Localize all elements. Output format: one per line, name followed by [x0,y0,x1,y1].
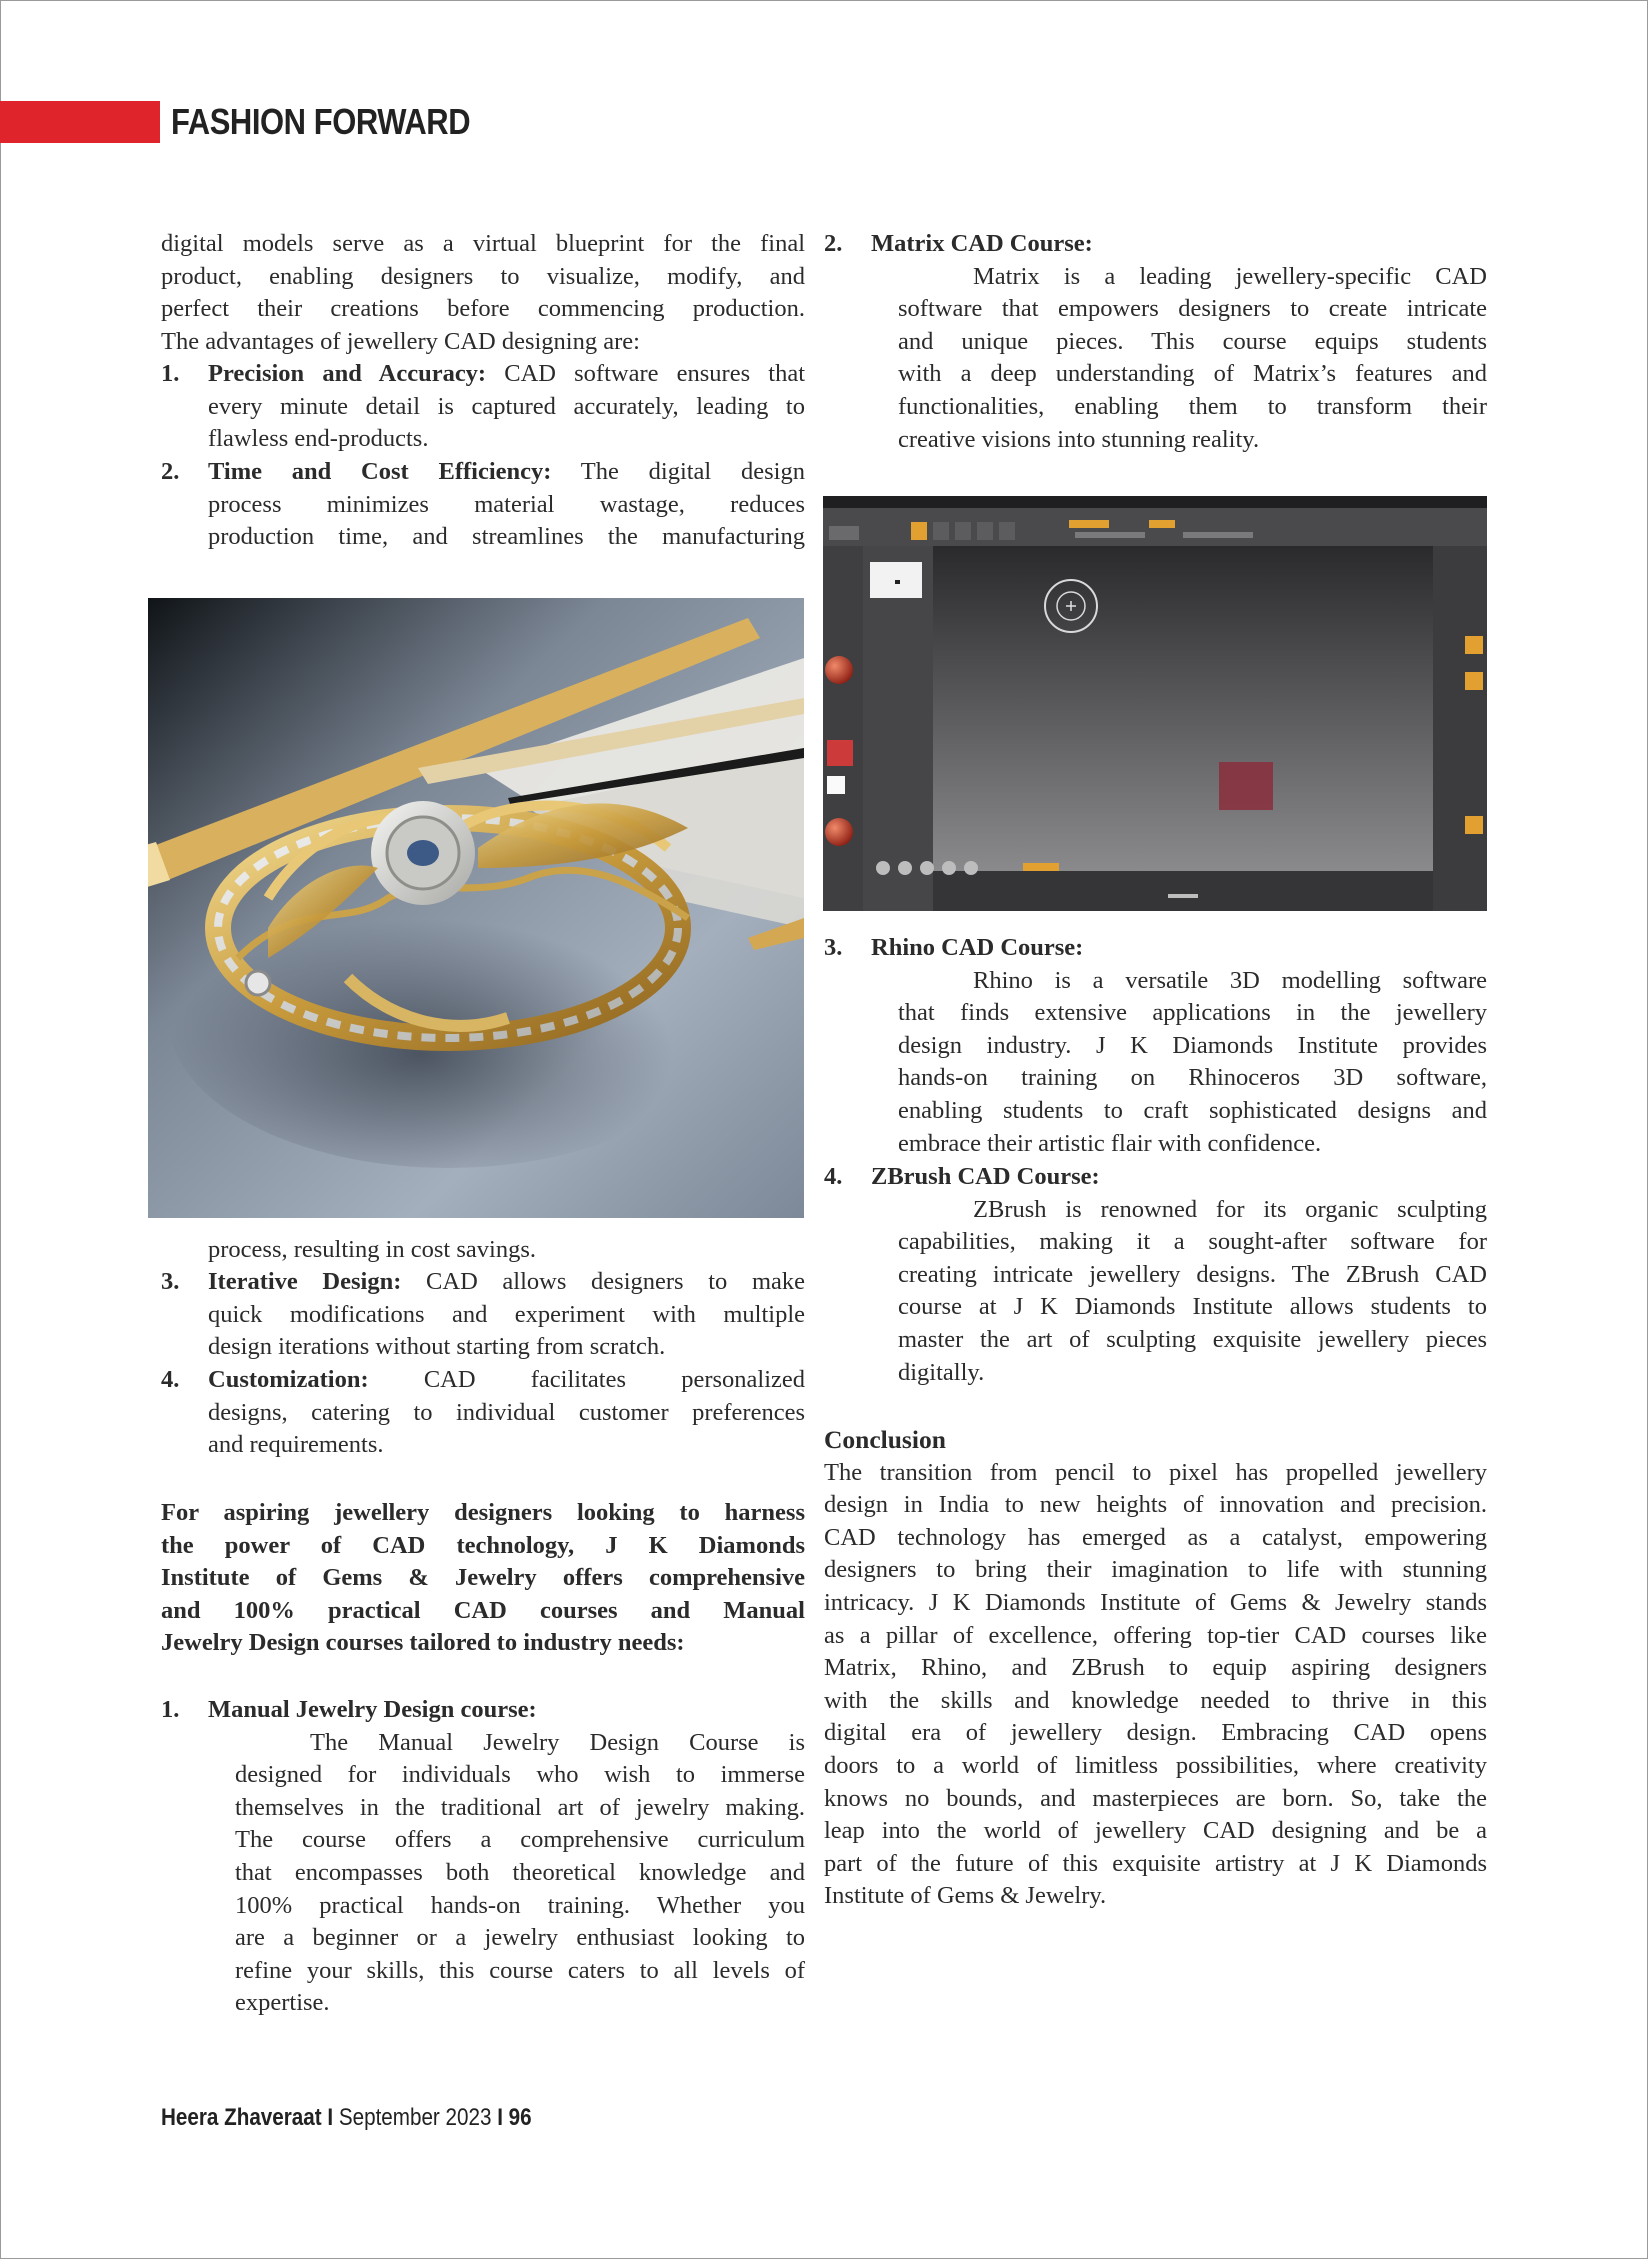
text-line: and requirements. [208,1431,384,1459]
text-line: functionalities, enabling them to transform their [898,392,1487,420]
course-title: Manual Jewelry Design course: [208,1696,537,1723]
advantage-item-3 [161,1266,805,1364]
text-line: CAD software ensures that [504,360,806,387]
text-line: For aspiring jewellery designers looking to harness [161,1499,805,1526]
zbrush-course-item [824,1161,1487,1389]
text-line: Rhino is a versatile 3D modelling software [973,966,1487,994]
text-line: and 100% practical CAD courses and Manual [161,1596,805,1624]
text-line: Jewelry Design courses tailored to industry needs: [161,1629,685,1657]
text-line: design iterations without starting from scratch. [208,1333,666,1361]
text-line: part of the future of this exquisite artistry at J K Diamonds [824,1849,1487,1877]
text-line: with a deep understanding of Matrix’s features and [898,360,1487,388]
list-number: 2. [824,230,843,257]
text-line: 100% practical hands-on training. Whether you [235,1891,805,1919]
text-line: The advantages of jewellery CAD designing are: [161,327,640,355]
text-line: The Manual Jewelry Design Course is [310,1728,805,1756]
course-title: Matrix CAD Course: [871,230,1093,257]
conclusion-heading: Conclusion [824,1425,946,1454]
text-line: CAD facilitates personalized [423,1366,806,1393]
text-line: intricacy. J K Diamonds Institute of Gems & Jewelry stands [824,1588,1487,1616]
list-number: 3. [824,934,843,961]
text-line: and unique pieces. This course equips students [898,327,1487,355]
text-line: that finds extensive applications in the jewellery [898,999,1487,1027]
text-line: digital era of jewellery design. Embracing CAD opens [824,1719,1487,1747]
text-line: Institute of Gems & Jewelry. [824,1882,1107,1910]
advantage-title: Iterative Design: [208,1268,402,1295]
jewellery-bracelet-photo [148,598,804,1218]
text-line: Matrix, Rhino, and ZBrush to equip aspiring designers [824,1654,1487,1682]
text-line: designs, catering to individual customer preferences [208,1398,805,1426]
course-title: ZBrush CAD Course: [871,1163,1100,1190]
text-line: ZBrush is renowned for its organic sculpting [973,1195,1487,1223]
manual-course-item [161,1694,805,2020]
text-line: design industry. J K Diamonds Institute provides [898,1031,1487,1059]
text-line: embrace their artistic flair with confidence. [898,1129,1322,1157]
list-number: 1. [161,1696,180,1723]
issue-date: September 2023 [338,2104,492,2131]
text-line: flawless end-products. [208,425,429,453]
advantage-item-1 [161,358,805,456]
zbrush-software-screenshot [823,496,1487,911]
text-line: product, enabling designers to visualize, modify, and [161,262,805,290]
text-line: every minute detail is captured accurately, leading to [208,392,805,420]
text-line: are a beginner or a jewelry enthusiast looking to [235,1924,805,1952]
advantage-item-2 [161,456,805,554]
text-line: process, resulting in cost savings. [208,1236,536,1263]
text-line: digitally. [898,1358,985,1386]
advantage-item-4 [161,1364,805,1462]
section-title: FASHION FORWARD [171,101,471,142]
text-line: hands-on training on Rhinoceros 3D software, [898,1064,1487,1092]
list-number: 4. [824,1163,843,1190]
text-line: Matrix is a leading jewellery-specific CAD [973,262,1487,290]
text-line: Institute of Gems & Jewelry offers comprehensive [161,1564,805,1592]
text-line: themselves in the traditional art of jewelry making. [235,1793,805,1821]
advantage-title: Customization: [208,1366,369,1393]
text-line: The course offers a comprehensive curriculum [235,1826,805,1854]
text-line: designed for individuals who wish to immerse [235,1761,805,1789]
text-line: quick modifications and experiment with multiple [208,1300,805,1328]
text-line: leap into the world of jewellery CAD designing and be a [824,1817,1487,1845]
header-accent-bar [0,101,160,143]
text-line: course at J K Diamonds Institute allows students to [898,1293,1487,1321]
list-number: 1. [161,360,180,387]
text-line: refine your skills, this course caters to all levels of [235,1956,805,1984]
text-line: The digital design [580,458,805,485]
text-line: design in India to new heights of innovation and precision. [824,1491,1487,1519]
text-line: digital models serve as a virtual blueprint for the final [161,230,805,257]
text-line: the power of CAD technology, J K Diamonds [161,1531,805,1559]
advantage-title: Precision and Accuracy: [208,360,487,387]
text-line: software that empowers designers to create intricate [898,295,1487,323]
text-line: creative visions into stunning reality. [898,425,1260,453]
text-line: master the art of sculpting exquisite jewellery pieces [898,1325,1487,1353]
text-line: The transition from pencil to pixel has propelled jewellery [824,1458,1487,1486]
conclusion-section [824,1424,1487,1913]
list-number: 3. [161,1268,180,1295]
text-line: process minimizes material wastage, reduces [208,490,805,518]
advantage-title: Time and Cost Efficiency: [208,458,552,485]
text-line: capabilities, making it a sought-after software for [898,1228,1487,1256]
rhino-course-item [824,932,1487,1160]
text-line: as a pillar of excellence, offering top-tier CAD courses like [824,1621,1487,1649]
callout-paragraph [161,1497,805,1660]
footer-separator: I [491,2104,509,2131]
publication-name: Heera Zhaveraat [161,2104,322,2131]
footer-separator: I [321,2104,339,2131]
text-line: perfect their creations before commencing production. [161,295,805,323]
text-line: that encompasses both theoretical knowledge and [235,1858,805,1886]
text-line: expertise. [235,1989,330,2017]
text-line: CAD technology has emerged as a catalyst, empowering [824,1523,1487,1551]
text-line: enabling students to craft sophisticated designs and [898,1096,1487,1124]
list-number: 2. [161,458,180,485]
text-line: designers to bring their imagination to life with stunning [824,1556,1487,1584]
course-title: Rhino CAD Course: [871,934,1084,961]
text-line: with the skills and knowledge needed to thrive in this [824,1686,1487,1714]
text-line: CAD allows designers to make [426,1268,805,1295]
page-footer [161,2104,532,2132]
text-line: production time, and streamlines the manufacturing [208,523,805,551]
intro-paragraph [161,228,805,358]
text-line: knows no bounds, and masterpieces are born. So, take the [824,1784,1487,1812]
list-number: 4. [161,1366,180,1393]
text-line: creating intricate jewellery designs. The ZBrush CAD [898,1260,1487,1288]
page-number: 96 [508,2104,532,2131]
text-line: doors to a world of limitless possibilities, where creativity [824,1751,1487,1779]
matrix-course-item [824,228,1487,456]
advantage-item-2-continuation [208,1234,805,1267]
